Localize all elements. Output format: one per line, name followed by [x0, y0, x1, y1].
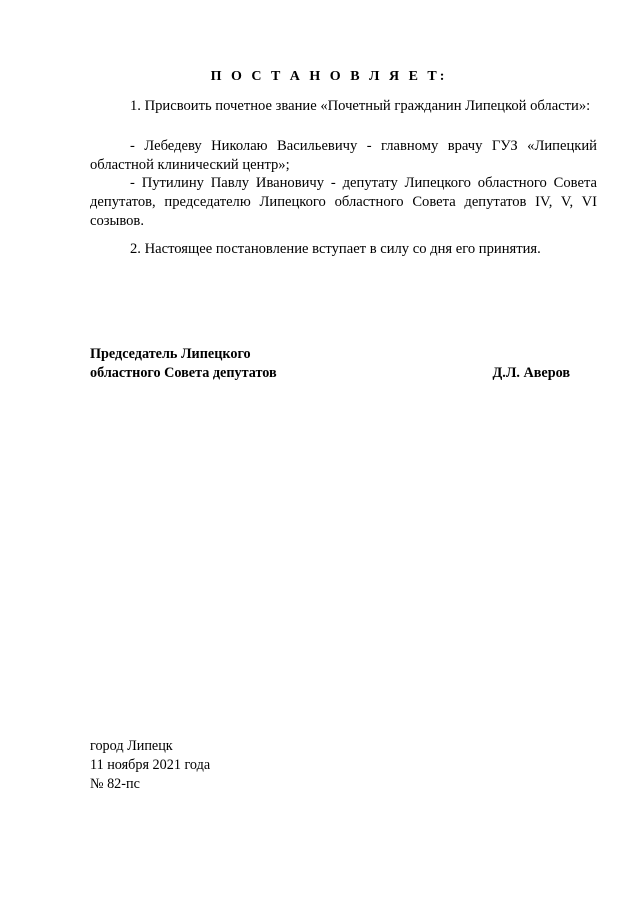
signature-position-line-1: Председатель Липецкого	[90, 346, 251, 362]
paragraph-1	[90, 97, 597, 116]
signature-position-line-2: областного Совета депутатов	[90, 365, 277, 381]
paragraph-1-text: 1. Присвоить почетное звание «Почетный гражданин Липецкой области»:	[130, 98, 591, 114]
paragraph-3-text: - Путилину Павлу Ивановичу - депутату Липецкого областного Совета депутатов, председателю Липецкого областного Совета депутатов IV, V, VI созывов.	[90, 175, 597, 229]
footer-date: 11 ноября 2021 года	[90, 757, 211, 773]
paragraph-3	[90, 174, 597, 231]
signature-block	[90, 345, 570, 383]
paragraph-4-text: 2. Настоящее постановление вступает в силу со дня его принятия.	[130, 241, 541, 257]
document-heading: П О С Т А Н О В Л Я Е Т:	[210, 69, 448, 84]
footer-city: город Липецк	[90, 738, 173, 754]
paragraph-4	[90, 240, 597, 259]
document-footer	[90, 737, 210, 794]
signature-line-2	[90, 364, 570, 383]
footer-number: № 82-пс	[90, 776, 140, 792]
paragraph-2-text: - Лебедеву Николаю Васильевичу - главному врачу ГУЗ «Липецкий областной клинический центр»;	[90, 138, 597, 173]
paragraph-2	[90, 137, 597, 175]
signature-name: Д.Л. Аверов	[492, 365, 570, 381]
